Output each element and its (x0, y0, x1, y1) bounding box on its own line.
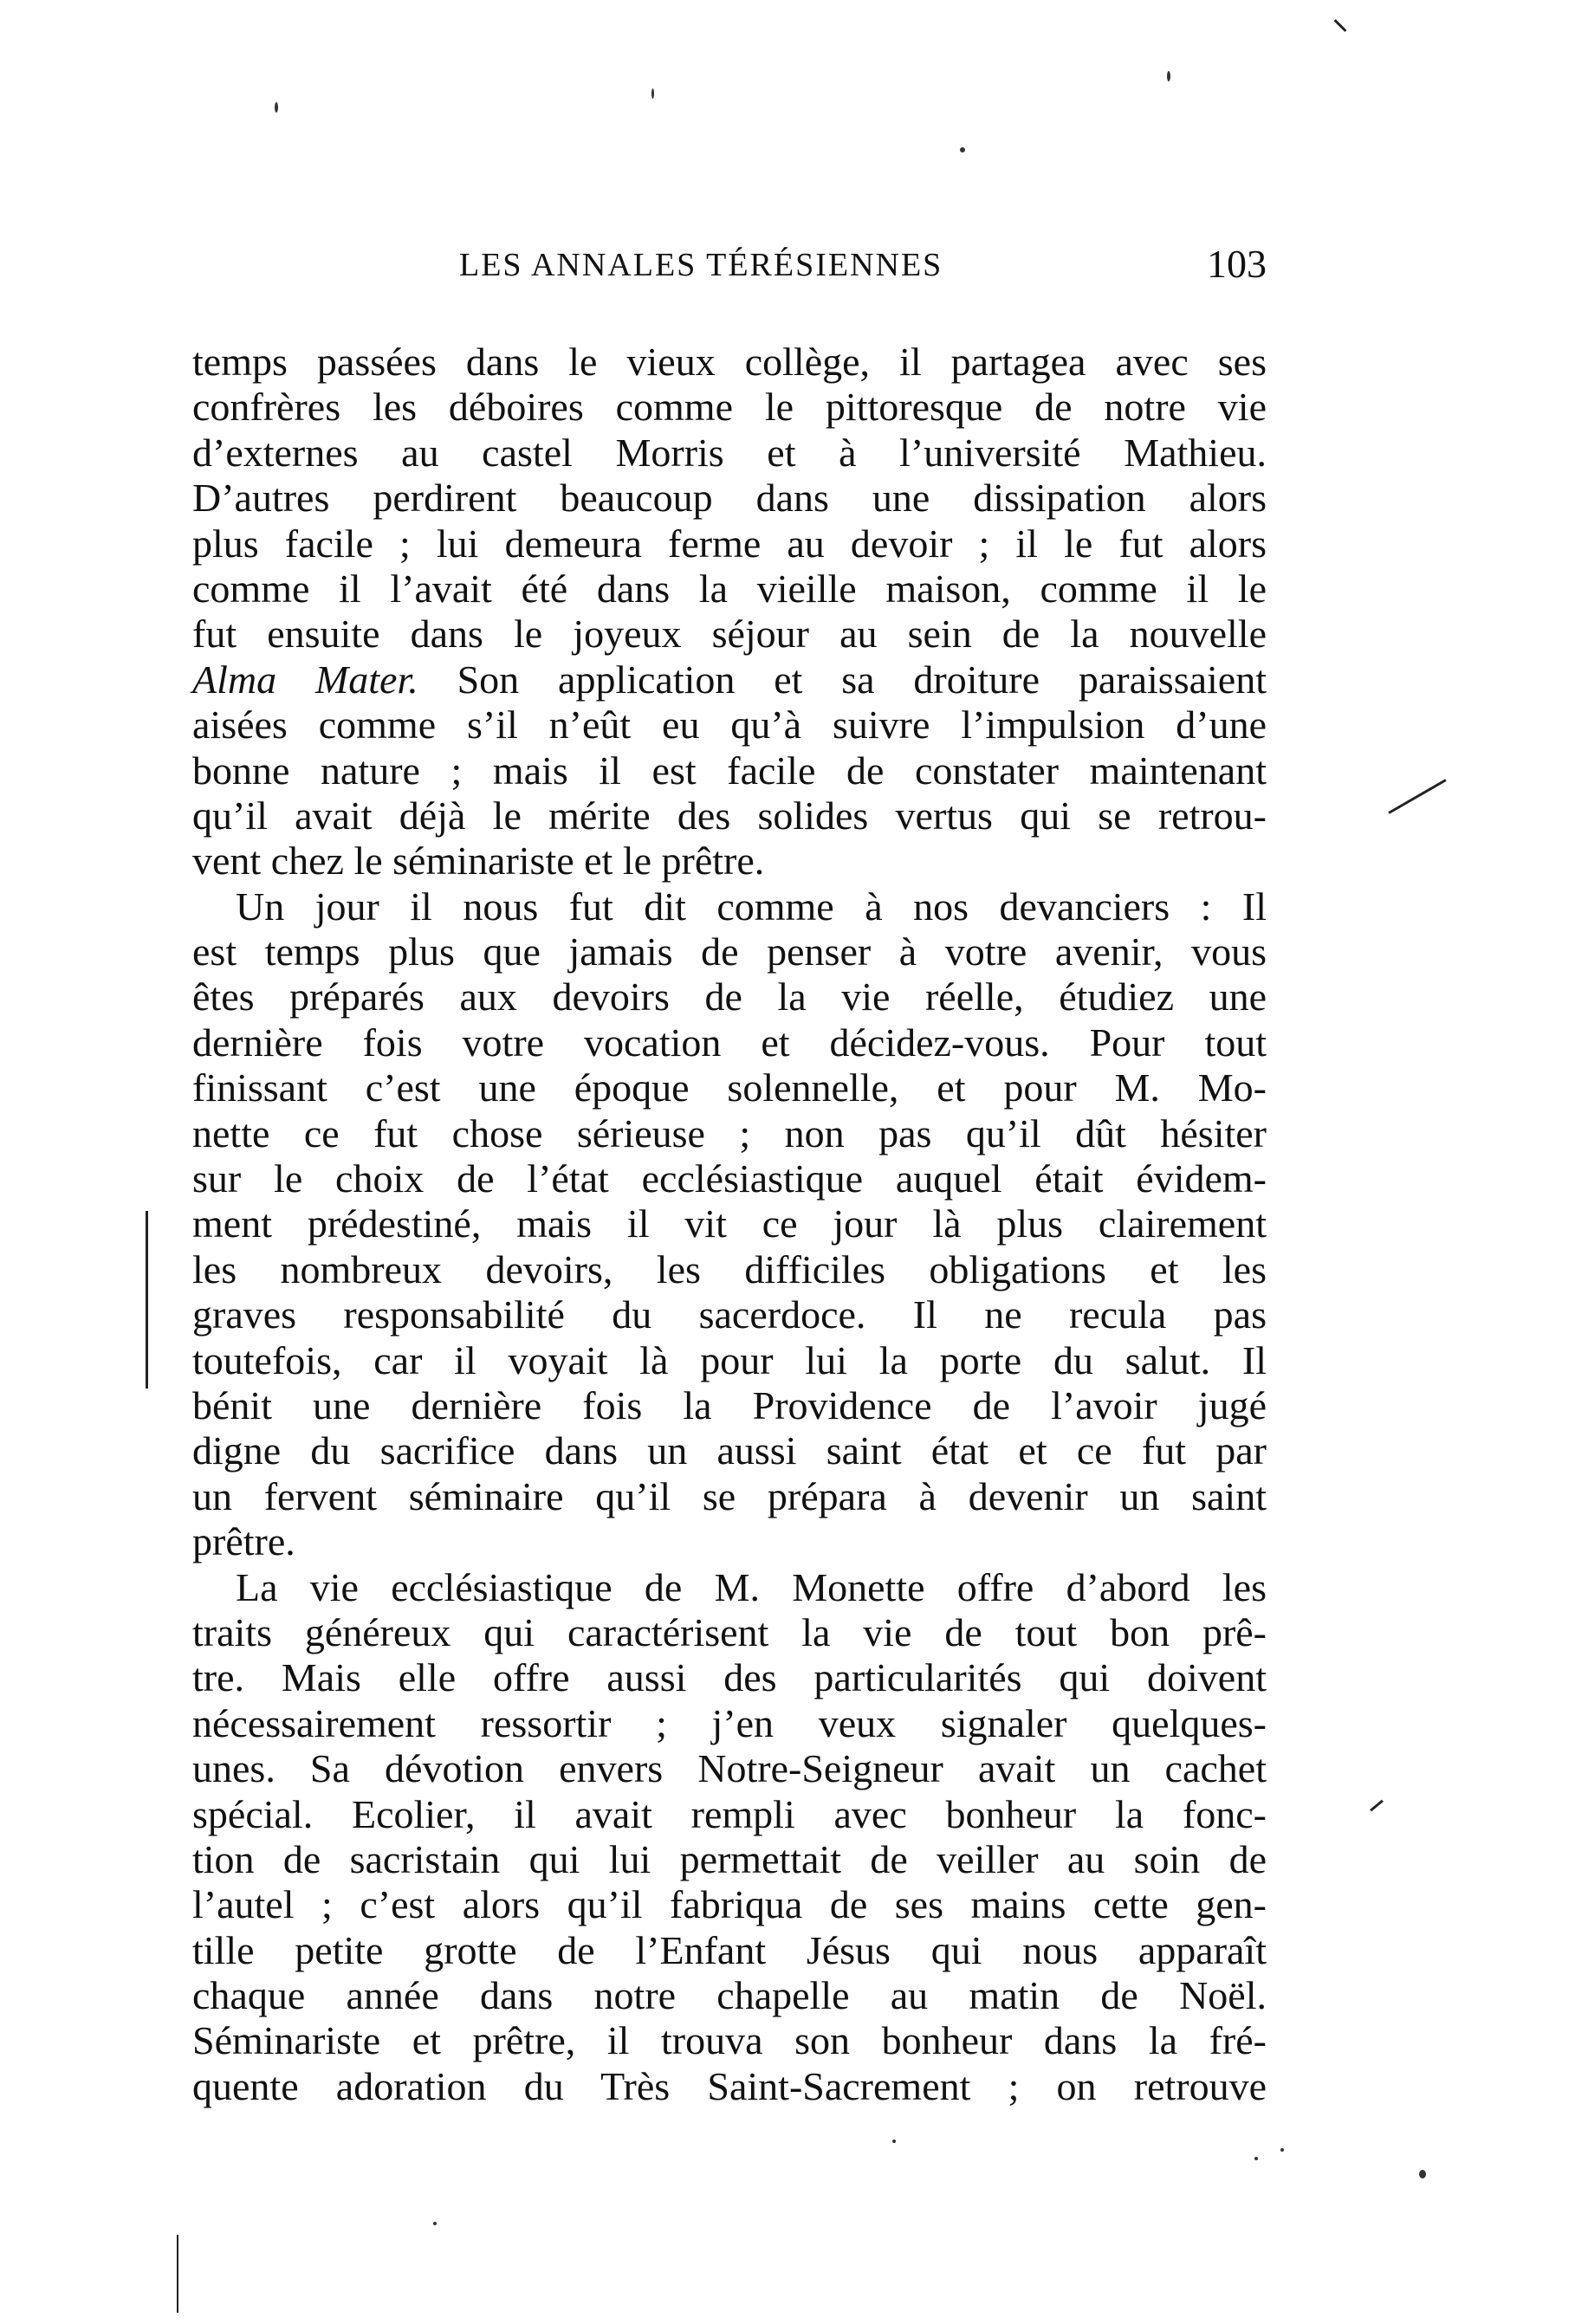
text-line: les nombreux devoirs, les difficiles obligations et les (192, 1246, 1267, 1291)
text-line: chaque année dans notre chapelle au matin de Noël. (192, 1973, 1267, 2018)
text-line: digne du sacrifice dans un aussi saint état et ce fut par (192, 1428, 1267, 1473)
scan-margin-line (177, 2235, 178, 2313)
scan-speck (275, 102, 278, 113)
text-line: l’autel ; c’est alors qu’il fabriqua de ses mains cette gen- (192, 1882, 1267, 1927)
scan-speck (651, 88, 654, 99)
text-line: spécial. Ecolier, il avait rempli avec bonheur la fonc- (192, 1791, 1267, 1836)
text-line: Un jour il nous fut dit comme à nos devanciers : Il (236, 884, 1267, 929)
text-line: comme il l’avait été dans la vieille maison, comme il le (192, 566, 1267, 611)
scan-margin-line (1334, 19, 1347, 32)
text-line: unes. Sa dévotion envers Notre-Seigneur avait un cachet (192, 1746, 1267, 1791)
scan-margin-line (1388, 779, 1446, 814)
text-line: toutefois, car il voyait là pour lui la porte du salut. Il (192, 1337, 1267, 1382)
text-line: Séminariste et prêtre, il trouva son bonheur dans la fré- (192, 2018, 1267, 2063)
text-line: quente adoration du Très Saint-Sacrement ; on retrouve (192, 2063, 1267, 2108)
text-line: ment prédestiné, mais il vit ce jour là plus clairement (192, 1201, 1267, 1246)
text-line: sur le choix de l’état ecclésiastique auquel était évidem- (192, 1156, 1267, 1201)
text-line (192, 657, 1267, 702)
text-line: graves responsabilité du sacerdoce. Il ne recula pas (192, 1292, 1267, 1337)
text-line: fut ensuite dans le joyeux séjour au sein de la nouvelle (192, 612, 1267, 657)
text-line: dernière fois votre vocation et décidez-vous. Pour tout (192, 1020, 1267, 1065)
text-line: La vie ecclésiastique de M. Monette offre d’abord les (236, 1564, 1267, 1609)
text-line: temps passées dans le vieux collège, il partagea avec ses (192, 340, 1267, 384)
text-line: nette ce fut chose sérieuse ; non pas qu’il dût hésiter (192, 1110, 1267, 1156)
scan-speck (1419, 2170, 1426, 2178)
text-line: vent chez le séminariste et le prêtre. (192, 838, 765, 884)
scan-speck (892, 2140, 896, 2143)
text-line: confrères les déboires comme le pittoresque de notre vie (192, 385, 1267, 430)
text-line: tille petite grotte de l’Enfant Jésus qui nous apparaît (192, 1927, 1267, 1972)
text-line: tion de sacristain qui lui permettait de veiller au soin de (192, 1836, 1267, 1881)
scan-margin-line (1370, 1800, 1384, 1812)
text-line: finissant c’est une époque solennelle, et pour M. Mo- (192, 1065, 1267, 1110)
running-header (191, 241, 1267, 301)
italic-phrase: Alma Mater. (192, 657, 418, 702)
running-title: LES ANNALES TÉRÉSIENNES (459, 247, 943, 283)
text-line: nécessairement ressortir ; j’en veux signaler quelques- (192, 1700, 1267, 1745)
text-line: plus facile ; lui demeura ferme au devoir ; il le fut alors (192, 521, 1267, 566)
text-line: bonne nature ; mais il est facile de constater maintenant (192, 748, 1267, 793)
text-line: êtes préparés aux devoirs de la vie réelle, étudiez une (192, 974, 1267, 1020)
page-number: 103 (1207, 242, 1267, 286)
body-text (192, 340, 1267, 2109)
text-line: D’autres perdirent beaucoup dans une dissipation alors (192, 476, 1267, 521)
text-line: est temps plus que jamais de penser à votre avenir, vous (192, 929, 1267, 974)
text-line: bénit une dernière fois la Providence de l’avoir jugé (192, 1382, 1267, 1427)
scan-margin-line (146, 1211, 148, 1389)
scan-speck (960, 147, 965, 152)
text-line: un fervent séminaire qu’il se prépara à devenir un saint (192, 1473, 1267, 1518)
scan-speck (1280, 2148, 1284, 2152)
scan-speck (1254, 2157, 1258, 2160)
text-line: aisées comme s’il n’eût eu qu’à suivre l’impulsion d’une (192, 702, 1267, 748)
line-text: Son application et sa droiture paraissaient (418, 657, 1267, 702)
scan-speck (1167, 71, 1170, 81)
scan-speck (433, 2222, 437, 2225)
text-line: tre. Mais elle offre aussi des particularités qui doivent (192, 1655, 1267, 1700)
text-line: prêtre. (192, 1519, 295, 1564)
text-line: traits généreux qui caractérisent la vie de tout bon prê- (192, 1609, 1267, 1654)
text-line: qu’il avait déjà le mérite des solides vertus qui se retrou- (192, 793, 1267, 838)
text-line: d’externes au castel Morris et à l’université Mathieu. (192, 430, 1267, 475)
